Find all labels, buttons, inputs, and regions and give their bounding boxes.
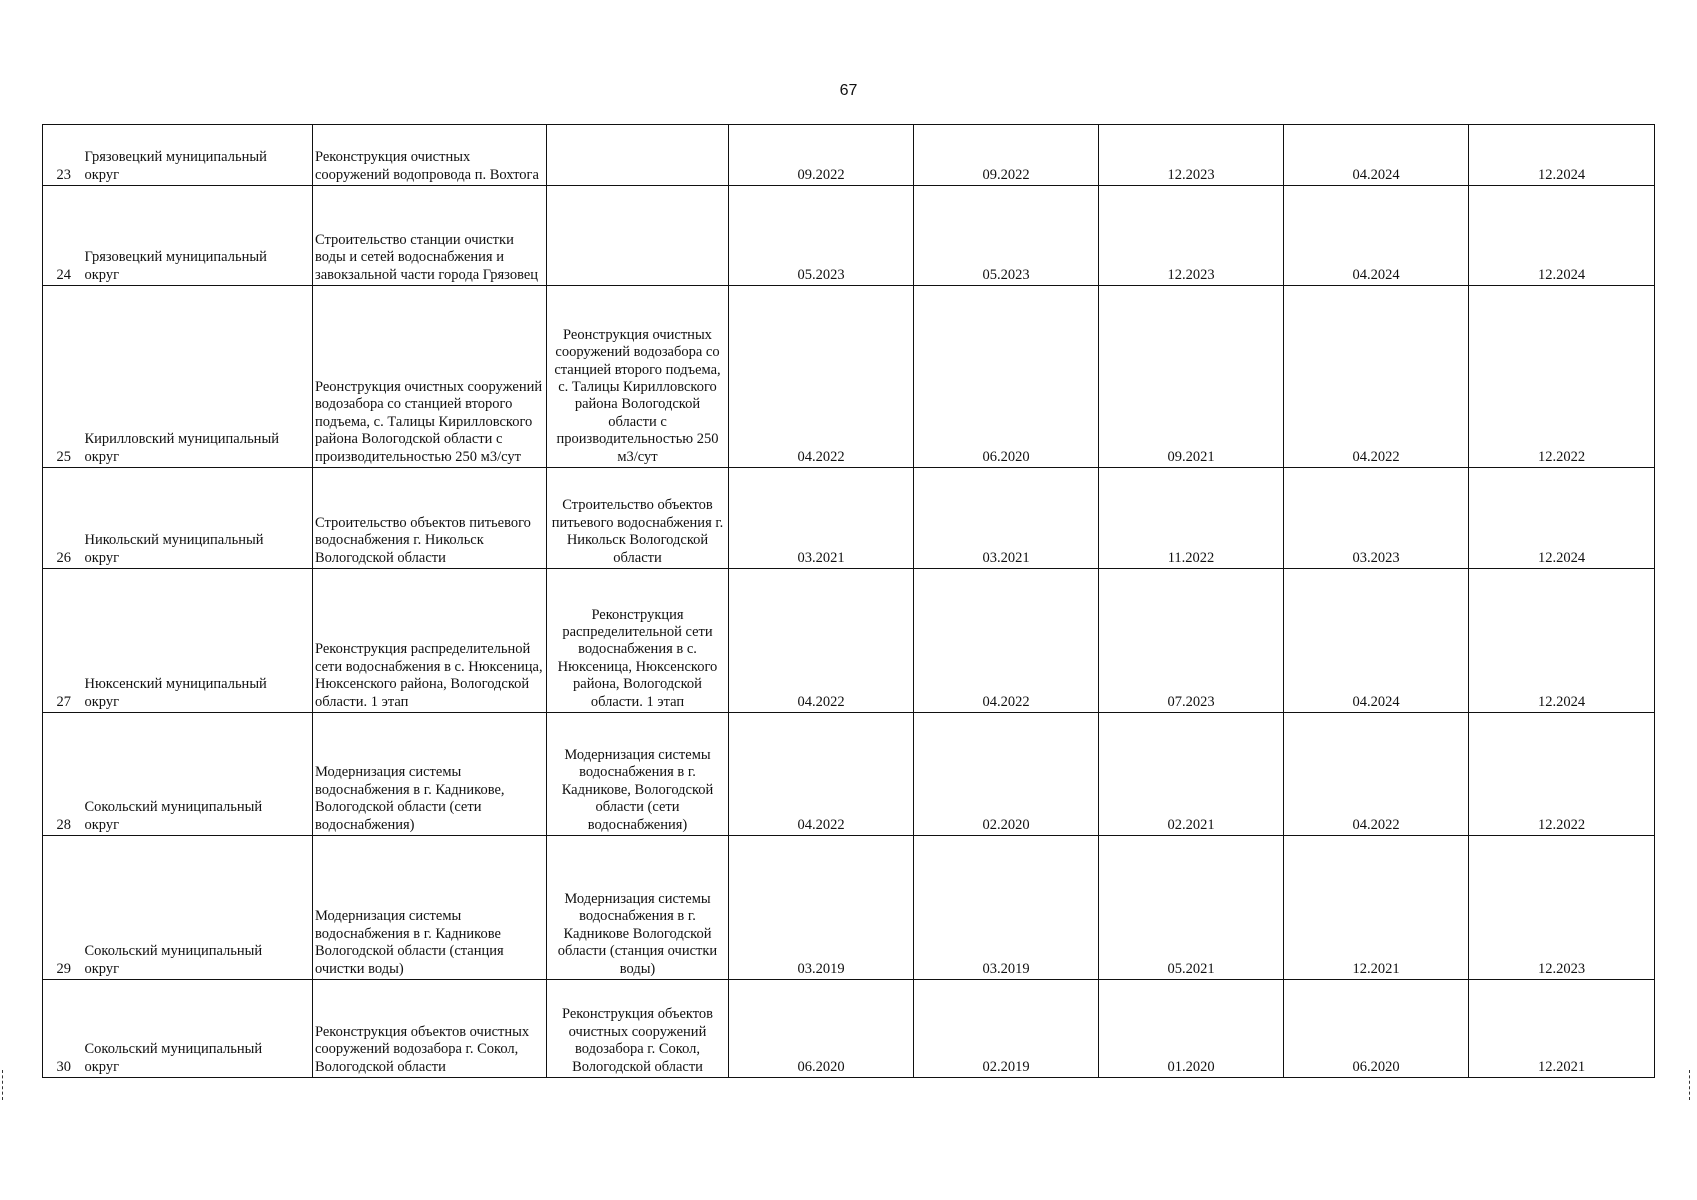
date-cell-4: 04.2022: [1284, 713, 1469, 836]
date-cell-1: 03.2019: [729, 836, 914, 980]
date-cell-2: 06.2020: [914, 286, 1099, 468]
scan-edge-mark-right: [1689, 1070, 1693, 1100]
table-body: [43, 125, 1655, 1078]
district-type-line: округ: [84, 1058, 120, 1075]
date-cell-2: 02.2019: [914, 980, 1099, 1078]
district-type-line: округ: [84, 693, 120, 710]
date-cell-2: 03.2021: [914, 468, 1099, 569]
district-name-line: Сокольский муниципальный: [84, 799, 263, 816]
row-number: 29: [43, 836, 85, 980]
date-cell-3: 09.2021: [1099, 286, 1284, 468]
district-name-line: Грязовецкий муниципальный: [84, 249, 267, 266]
date-cell-1: 03.2021: [729, 468, 914, 569]
page-number: 67: [839, 82, 858, 99]
district-cell: [85, 713, 313, 836]
table-row: [43, 186, 1655, 286]
date-cell-5: 12.2024: [1469, 125, 1655, 186]
date-cell-1: 04.2022: [729, 713, 914, 836]
row-number: 27: [43, 569, 85, 713]
district-type-line: округ: [84, 166, 120, 183]
district-cell: [85, 569, 313, 713]
date-cell-5: 12.2024: [1469, 468, 1655, 569]
date-cell-5: 12.2024: [1469, 569, 1655, 713]
date-cell-4: 12.2021: [1284, 836, 1469, 980]
date-cell-3: 11.2022: [1099, 468, 1284, 569]
date-cell-4: 04.2024: [1284, 569, 1469, 713]
date-cell-3: 12.2023: [1099, 125, 1284, 186]
date-cell-4: 04.2024: [1284, 125, 1469, 186]
date-cell-5: 12.2021: [1469, 980, 1655, 1078]
table-row: [43, 468, 1655, 569]
district-type-line: округ: [84, 549, 120, 566]
row-number: 28: [43, 713, 85, 836]
row-number: 23: [43, 125, 85, 186]
object-name-cell: Модернизация системы водоснабжения в г. Кадникове Вологодской области (станция очистки воды): [313, 836, 547, 980]
contract-subject-cell: Реонструкция очистных сооружений водозабора со станцией второго подъема, с. Талицы Кирилловского района Вологодской области с производительностью 250 м3/сут: [547, 286, 729, 468]
date-cell-1: 04.2022: [729, 569, 914, 713]
object-name-cell: Строительство объектов питьевого водоснабжения г. Никольск Вологодской области: [313, 468, 547, 569]
contract-subject-cell: Модернизация системы водоснабжения в г. Кадникове Вологодской области (станция очистки воды): [547, 836, 729, 980]
district-name-line: Кирилловский муниципальный: [84, 431, 279, 448]
date-cell-2: 03.2019: [914, 836, 1099, 980]
row-number: 24: [43, 186, 85, 286]
district-name-line: Нюксенский муниципальный: [84, 676, 267, 693]
district-name-line: Сокольский муниципальный: [84, 1041, 263, 1058]
projects-table: [42, 124, 1655, 1078]
date-cell-2: 04.2022: [914, 569, 1099, 713]
district-type-line: округ: [84, 816, 120, 833]
table-row: [43, 980, 1655, 1078]
date-cell-5: 12.2022: [1469, 286, 1655, 468]
row-number: 26: [43, 468, 85, 569]
object-name-cell: Реконструкция распределительной сети водоснабжения в с. Нюксеница, Нюксенского района, Вологодской области. 1 этап: [313, 569, 547, 713]
table-row: [43, 836, 1655, 980]
contract-subject-cell: [547, 186, 729, 286]
date-cell-3: 05.2021: [1099, 836, 1284, 980]
date-cell-4: 03.2023: [1284, 468, 1469, 569]
district-type-line: округ: [84, 960, 120, 977]
district-type-line: округ: [84, 266, 120, 283]
district-cell: [85, 836, 313, 980]
scan-edge-mark-left: [2, 1070, 6, 1100]
date-cell-5: 12.2023: [1469, 836, 1655, 980]
date-cell-1: 06.2020: [729, 980, 914, 1078]
object-name-cell: Реконструкция объектов очистных сооружений водозабора г. Сокол, Вологодской области: [313, 980, 547, 1078]
date-cell-4: 04.2024: [1284, 186, 1469, 286]
object-name-cell: Модернизация системы водоснабжения в г. Кадникове, Вологодской области (сети водоснабжения): [313, 713, 547, 836]
district-name-line: Грязовецкий муниципальный: [84, 149, 267, 166]
contract-subject-cell: [547, 125, 729, 186]
table-row: [43, 713, 1655, 836]
date-cell-1: 04.2022: [729, 286, 914, 468]
table-row: [43, 286, 1655, 468]
date-cell-1: 05.2023: [729, 186, 914, 286]
contract-subject-cell: Реконструкция объектов очистных сооружений водозабора г. Сокол, Вологодской области: [547, 980, 729, 1078]
date-cell-1: 09.2022: [729, 125, 914, 186]
date-cell-5: 12.2022: [1469, 713, 1655, 836]
date-cell-5: 12.2024: [1469, 186, 1655, 286]
district-cell: [85, 980, 313, 1078]
district-type-line: округ: [84, 448, 120, 465]
district-name-line: Никольский муниципальный: [84, 532, 264, 549]
date-cell-2: 02.2020: [914, 713, 1099, 836]
date-cell-2: 09.2022: [914, 125, 1099, 186]
date-cell-4: 06.2020: [1284, 980, 1469, 1078]
district-cell: [85, 125, 313, 186]
object-name-cell: Реонструкция очистных сооружений водозабора со станцией второго подъема, с. Талицы Кирилловского района Вологодской области с производительностью 250 м3/сут: [313, 286, 547, 468]
date-cell-3: 07.2023: [1099, 569, 1284, 713]
contract-subject-cell: Реконструкция распределительной сети водоснабжения в с. Нюксеница, Нюксенского района, Вологодской области. 1 этап: [547, 569, 729, 713]
contract-subject-cell: Модернизация системы водоснабжения в г. Кадникове, Вологодской области (сети водоснабжения): [547, 713, 729, 836]
district-cell: [85, 468, 313, 569]
object-name-cell: Строительство станции очистки воды и сетей водоснабжения и завокзальной части города Грязовец: [313, 186, 547, 286]
date-cell-2: 05.2023: [914, 186, 1099, 286]
contract-subject-cell: Строительство объектов питьевого водоснабжения г. Никольск Вологодской области: [547, 468, 729, 569]
table-row: [43, 125, 1655, 186]
row-number: 30: [43, 980, 85, 1078]
district-name-line: Сокольский муниципальный: [84, 943, 263, 960]
date-cell-3: 12.2023: [1099, 186, 1284, 286]
district-cell: [85, 186, 313, 286]
table-row: [43, 569, 1655, 713]
district-cell: [85, 286, 313, 468]
object-name-cell: Реконструкция очистных сооружений водопровода п. Вохтога: [313, 125, 547, 186]
row-number: 25: [43, 286, 85, 468]
date-cell-3: 01.2020: [1099, 980, 1284, 1078]
date-cell-4: 04.2022: [1284, 286, 1469, 468]
date-cell-3: 02.2021: [1099, 713, 1284, 836]
